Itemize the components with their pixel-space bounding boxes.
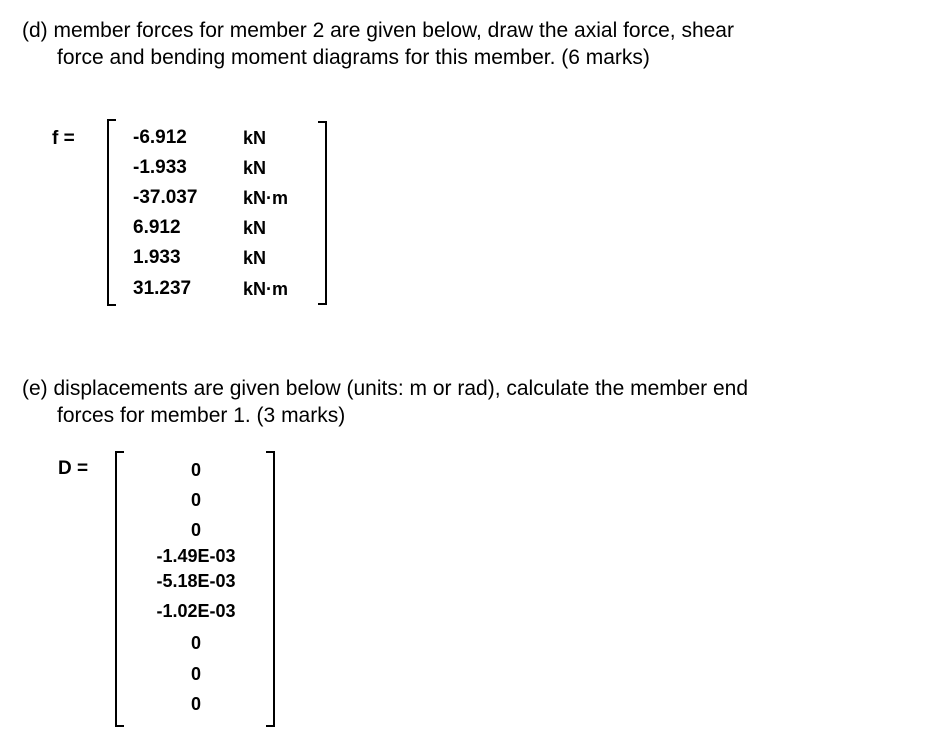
D-value-5: -5.18E-03 xyxy=(156,571,236,591)
question-e-line2: forces for member 1. (3 marks) xyxy=(57,404,346,427)
D-value-2: 0 xyxy=(190,490,201,510)
f-row-5-value: 1.933 xyxy=(133,247,181,268)
D-vector-label: D = xyxy=(58,458,89,479)
f-row-1-unit: kN xyxy=(243,128,267,148)
D-value-1: 0 xyxy=(190,460,201,480)
D-value-8: 0 xyxy=(190,664,201,684)
D-vector-left-bracket xyxy=(115,451,124,727)
f-row-5-unit: kN xyxy=(243,248,267,268)
D-value-6: -1.02E-03 xyxy=(156,601,236,621)
f-row-2-value: -1.933 xyxy=(133,157,187,178)
f-vector-left-bracket xyxy=(107,119,116,306)
question-e-text xyxy=(22,375,912,429)
D-value-4: -1.49E-03 xyxy=(156,546,236,566)
f-row-2-unit: kN xyxy=(243,158,267,178)
f-vector-label: f = xyxy=(52,128,75,149)
f-row-4-value: 6.912 xyxy=(133,217,181,238)
f-row-4-unit: kN xyxy=(243,218,267,238)
f-row-3-unit: kN·m xyxy=(243,188,289,208)
f-row-6-unit: kN·m xyxy=(243,279,289,299)
f-vector-right-bracket xyxy=(318,121,327,305)
f-row-6-value: 31.237 xyxy=(133,278,192,299)
f-row-3-value: -37.037 xyxy=(133,187,198,208)
question-d-line2: force and bending moment diagrams for this member. (6 marks) xyxy=(57,46,650,69)
D-value-9: 0 xyxy=(190,694,201,714)
D-value-3: 0 xyxy=(190,520,201,540)
question-d-line1: (d) member forces for member 2 are given below, draw the axial force, shear xyxy=(22,19,734,42)
f-row-1-value: -6.912 xyxy=(133,127,187,148)
D-vector-right-bracket xyxy=(266,451,275,727)
question-e-line1: (e) displacements are given below (units: m or rad), calculate the member end xyxy=(22,377,748,400)
question-d-text xyxy=(22,17,912,71)
D-value-7: 0 xyxy=(190,633,201,653)
